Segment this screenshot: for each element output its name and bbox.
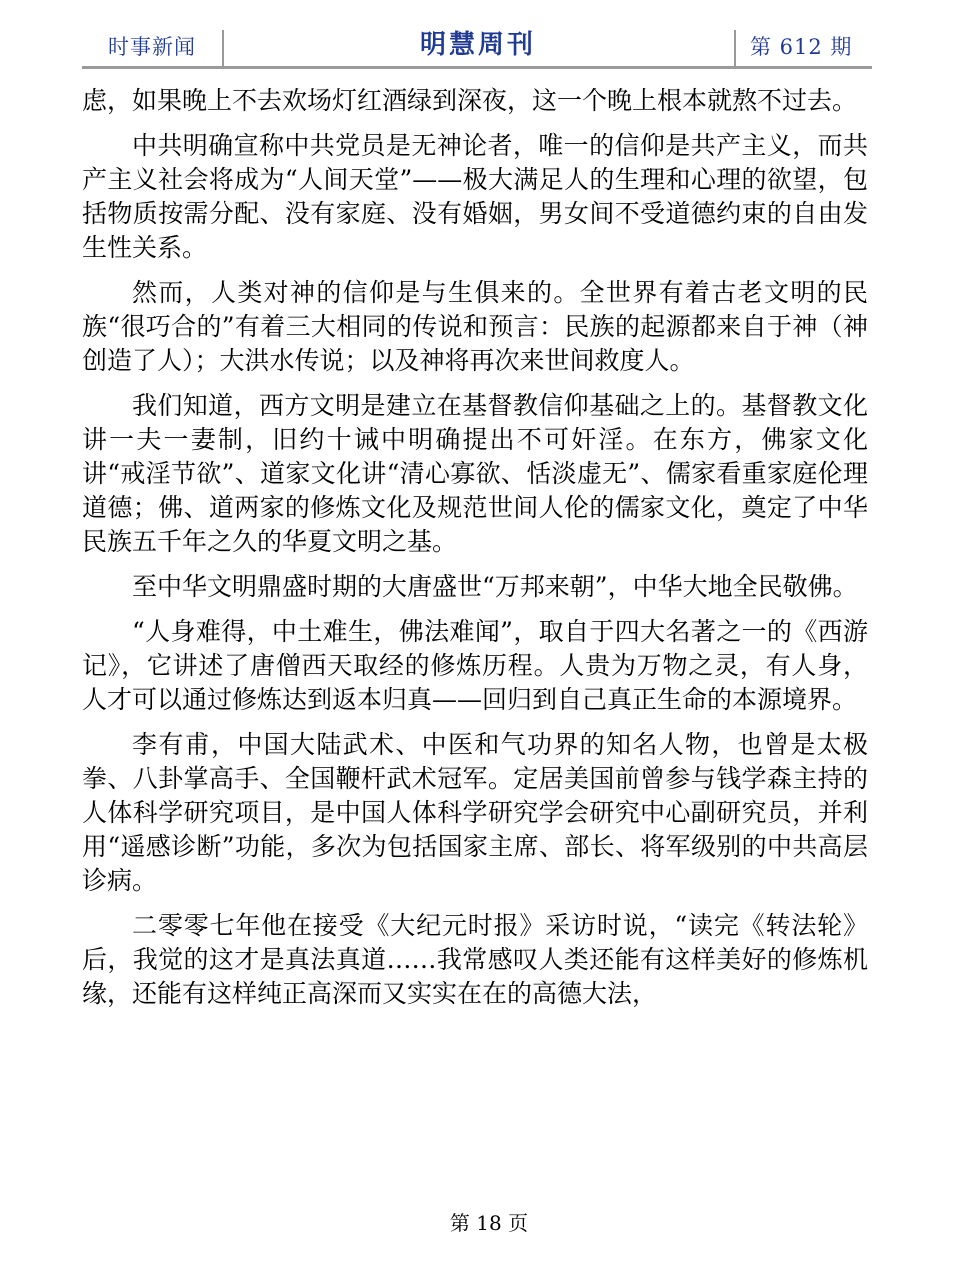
paragraph-6: “人身难得，中土难生，佛法难闻”，取自于四大名著之一的《西游记》，它讲述了唐僧西天取经的修炼历程。人贵为万物之灵，有人身，人才可以通过修炼达到返本归真——回归到自己真正生命的本源境界。 (82, 617, 868, 714)
header-divider (82, 66, 872, 69)
paragraph-5: 至中华文明鼎盛时期的大唐盛世“万邦来朝”，中华大地全民敬佛。 (132, 572, 858, 601)
paragraph-1: 虑，如果晚上不去欢场灯红酒绿到深夜，这一个晚上根本就熬不过去。 (82, 86, 858, 115)
page-number: 第 18 页 (449, 1211, 529, 1235)
paragraph-8: 二零零七年他在接受《大纪元时报》采访时说，“读完《转法轮》后，我觉的这才是真法真道……我常感叹人类还能有这样美好的修炼机缘，还能有这样纯正高深而又实实在在的高德大法， (82, 911, 868, 1008)
paragraph-4: 我们知道，西方文明是建立在基督教信仰基础之上的。基督教文化讲一夫一妻制，旧约十诫中明确提出不可奸淫。在东方，佛家文化讲“戒淫节欲”、道家文化讲“清心寡欲、恬淡虚无”、儒家看重家庭伦理道德；佛、道两家的修炼文化及规范世间人伦的儒家文化，奠定了中华民族五千年之久的华夏文明之基。 (82, 391, 868, 556)
paragraph-3: 然而，人类对神的信仰是与生俱来的。全世界有着古老文明的民族“很巧合的”有着三大相同的传说和预言：民族的起源都来自于神（神创造了人）；大洪水传说；以及神将再次来世间救度人。 (82, 278, 868, 375)
page-header (82, 28, 872, 68)
article-body (82, 84, 868, 1022)
paragraph-7: 李有甫，中国大陆武术、中医和气功界的知名人物，也曾是太极拳、八卦掌高手、全国鞭杆武术冠军。定居美国前曾参与钱学森主持的人体科学研究项目，是中国人体科学研究学会研究中心副研究员，并利用“遥感诊断”功能，多次为包括国家主席、部长、将军级别的中共高层诊病。 (82, 730, 868, 895)
issue-number: 第 612 期 (734, 30, 872, 66)
paragraph-2: 中共明确宣称中共党员是无神论者，唯一的信仰是共产主义，而共产主义社会将成为“人间天堂”——极大满足人的生理和心理的欲望，包括物质按需分配、没有家庭、没有婚姻，男女间不受道德约束的自由发生性关系。 (82, 131, 868, 262)
publication-title: 明慧周刊 (419, 30, 536, 60)
section-label: 时事新闻 (82, 30, 224, 66)
